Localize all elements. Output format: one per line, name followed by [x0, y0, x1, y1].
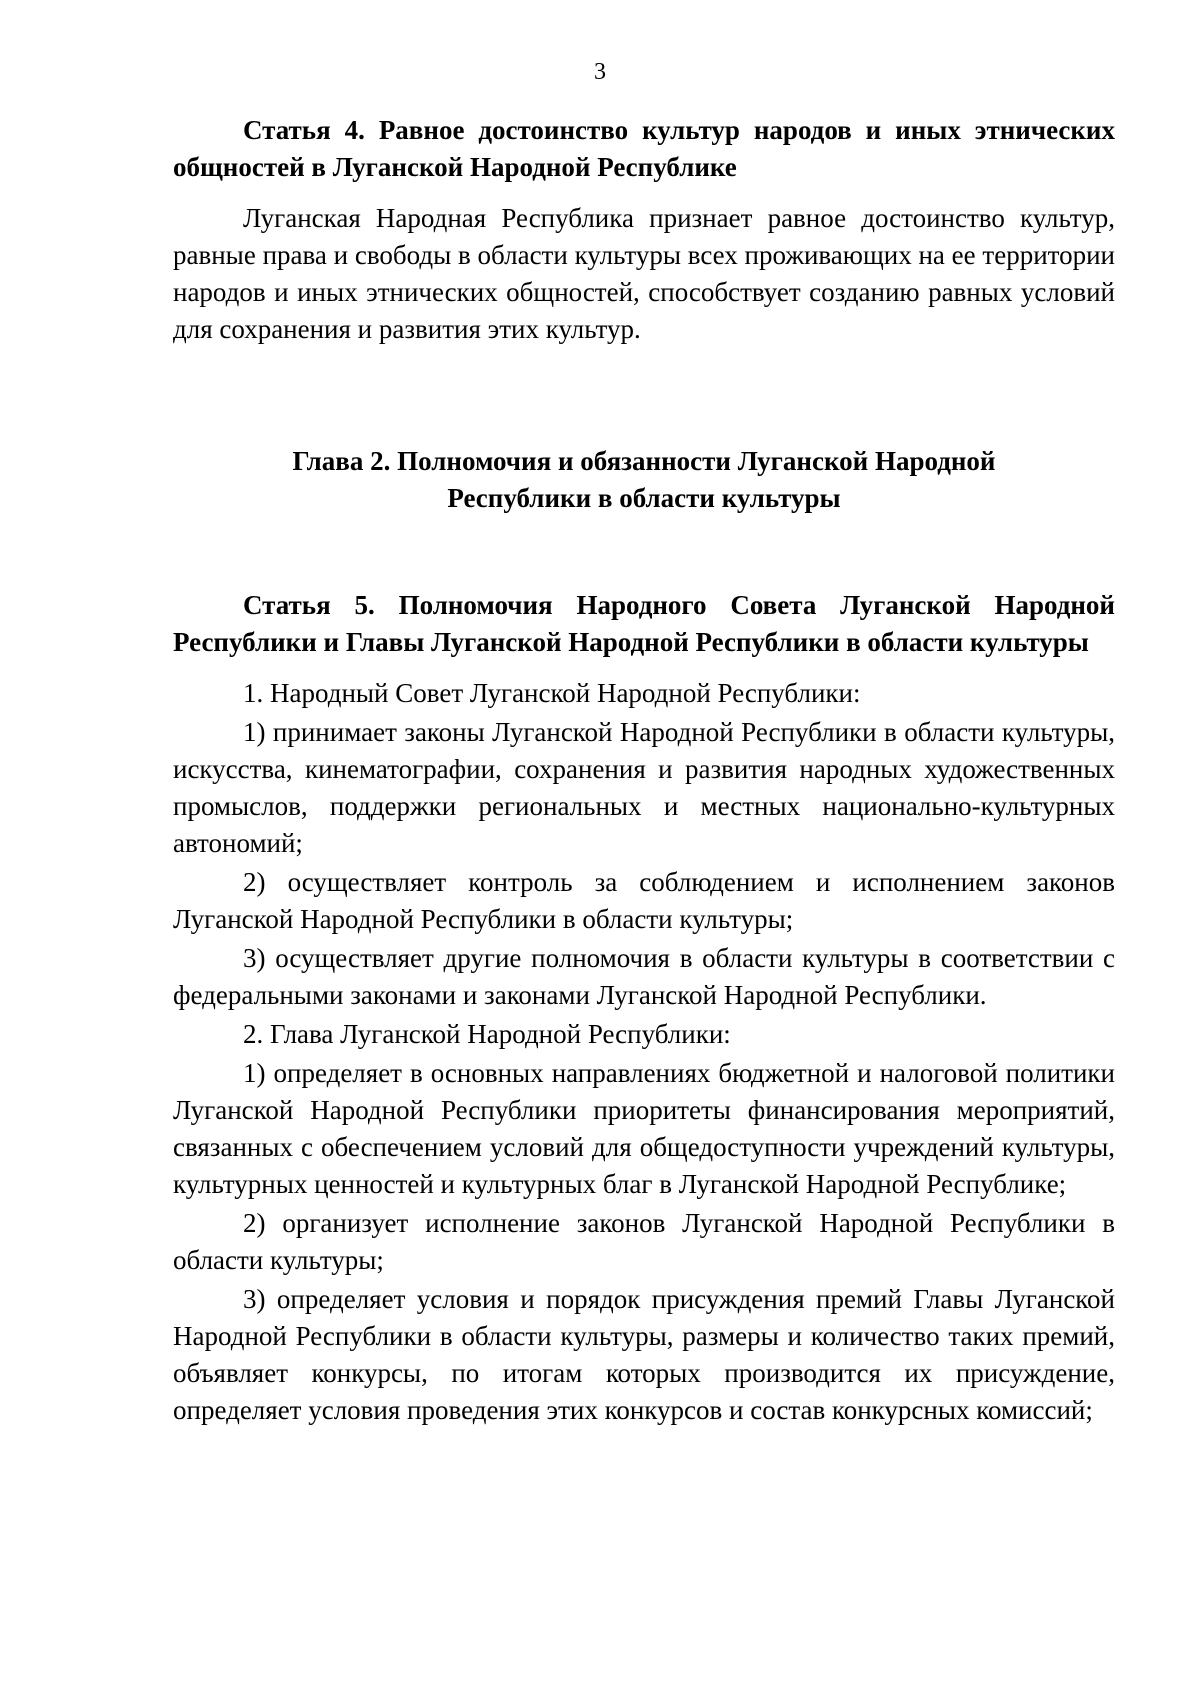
- article-5-paragraph: 3) определяет условия и порядок присуждения премий Главы Луганской Народной Республики в области культуры, размеры и количество таких премий, объявляет конкурсы, по итогам которых производится их присуждение, определяет условия проведения этих конкурсов и состав конкурсных комиссий;: [173, 1284, 1115, 1425]
- article-5-paragraph: 2. Глава Луганской Народной Республики:: [243, 1019, 731, 1049]
- page-number: 3: [594, 59, 606, 85]
- article-5-paragraph: 1) принимает законы Луганской Народной Республики в области культуры, искусства, кинематографии, сохранения и развития народных художественных промыслов, поддержки региональных и местных национально-культурных автономий;: [173, 717, 1115, 858]
- article-5-paragraph: 1) определяет в основных направлениях бюджетной и налоговой политики Луганской Народной Республики приоритеты финансирования мероприятий, связанных с обеспечением условий для общедоступности учреждений культуры, культурных ценностей и культурных благ в Луганской Народной Республике;: [173, 1058, 1115, 1199]
- document-content: [173, 112, 1115, 1429]
- article-5-title: Статья 5. Полномочия Народного Совета Луганской Народной Республики и Главы Луганской Народной Республики в области культуры: [173, 590, 1115, 657]
- article-5-paragraph: 1. Народный Совет Луганской Народной Республики:: [243, 678, 861, 708]
- article-4-title: Статья 4. Равное достоинство культур народов и иных этнических общностей в Луганской Народной Республике: [173, 115, 1115, 182]
- article-5-paragraph: 3) осуществляет другие полномочия в области культуры в соответствии с федеральными законами и законами Луганской Народной Республики.: [173, 943, 1115, 1010]
- article-4-body: Луганская Народная Республика признает равное достоинство культур, равные права и свободы в области культуры всех проживающих на ее территории народов и иных этнических общностей, способствует созданию равных условий для сохранения и развития этих культур.: [173, 203, 1115, 344]
- chapter-2-title-line1: Глава 2. Полномочия и обязанности Луганской Народной: [292, 446, 996, 476]
- article-5-paragraph: 2) осуществляет контроль за соблюдением и исполнением законов Луганской Народной Республики в области культуры;: [173, 867, 1115, 934]
- article-5-paragraph: 2) организует исполнение законов Луганской Народной Республики в области культуры;: [173, 1208, 1115, 1275]
- chapter-2-title-line2: Республики в области культуры: [447, 483, 841, 513]
- chapter-2-title: [173, 443, 1115, 517]
